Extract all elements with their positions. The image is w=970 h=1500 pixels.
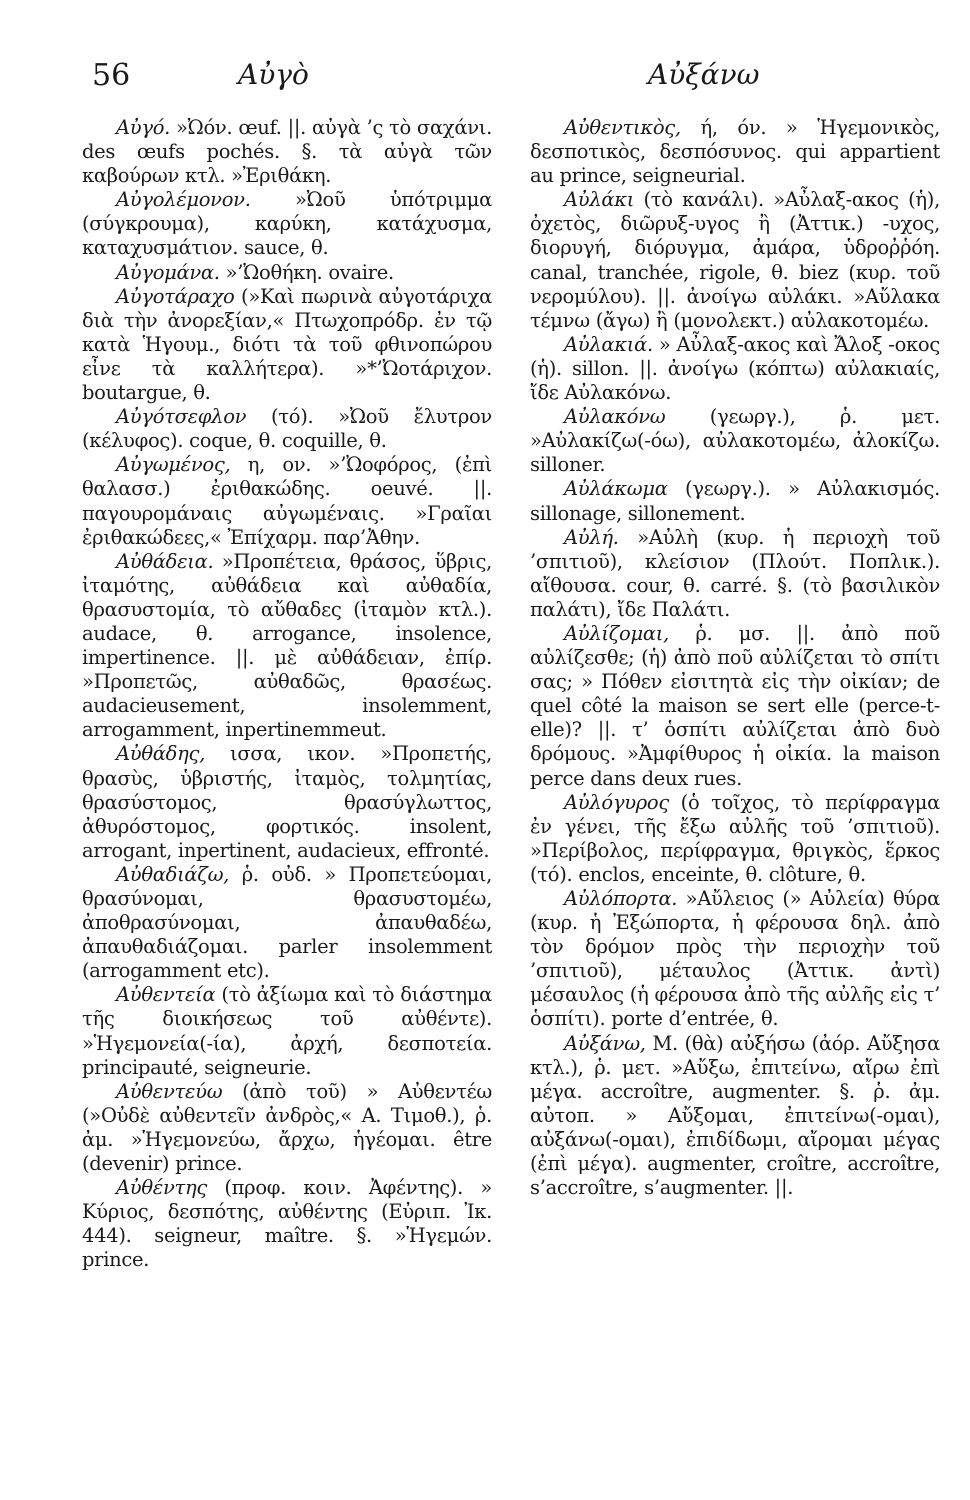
- entry-text: Μ. (θὰ) αὐξήσω (ἀόρ. Αὔξησα κτλ.), ῥ. μετ. »Αὔξω, ἐπιτείνω, αἴρω ἐπὶ μέγα. accroître, augmenter. §. ῥ. ἀμ. αὐτοπ. » Αὔξομαι, ἐπιτείνω(-ομαι), αὐξάνω(-ομαι), ἐπιδίδωμι, αἴρομαι μέγας (ἐπὶ μέγα). augmenter, croître, accroître, s’accroître, s’augmenter. ||.: [530, 1031, 940, 1200]
- dictionary-entry: [82, 188, 492, 260]
- right-running-headword: Αὐξάνω: [648, 58, 760, 91]
- dictionary-entry: [530, 333, 940, 405]
- entry-text: (τὸ κανάλι). »Αὖλαξ-ακος (ἡ), ὀχετὸς, διῶρυξ-υγος ἢ (Ἀττικ.) -υχος, διορυγή, διόρυγμα, ἀμάρα, ὑδροῤῥόη. canal, tranchée, rigole, θ. biez (κυρ. τοῦ νερομύλου). ||. ἀνοίγω αὐλάκι. »Αὔλακα τέμνω (ἄγω) ἢ (μονολεκτ.) αὐλακοτομέω.: [530, 188, 940, 332]
- dictionary-entry: [530, 791, 940, 887]
- page-header: [0, 58, 970, 108]
- dictionary-entry: [82, 983, 492, 1079]
- entry-headword: Αὐγότσεφλον: [116, 405, 247, 429]
- entry-headword: Αὐλή.: [564, 525, 619, 549]
- entry-text: (ὁ τοῖχος, τὸ περίφραγμα ἐν γένει, τῆς ἔξω αὐλῆς τοῦ ’σπιτιοῦ). »Περίβολος, περίφραγμα, θριγκὸς, ἕρκος (τό). enclos, enceinte, θ. clôture, θ.: [530, 790, 940, 886]
- left-column: [82, 116, 492, 1273]
- entry-headword: Αὐλακόνω: [564, 405, 666, 429]
- entry-text: (γεωργ.), ῥ. μετ. »Αὐλακίζω(-όω), αὐλακοτομέω, ἀλοκίζω. silloner.: [530, 405, 940, 477]
- entry-text: ῥ. οὐδ. » Προπετεύομαι, θρασύνομαι, θρασυστομέω, ἀποθρασύνομαι, ἀπαυθαδέω, ἀπαυθαδιάζομαι. parler insolemment (arrogamment etc).: [82, 862, 492, 983]
- entry-text: »Ὠοῦ ὑπότριμμα (σύγκρουμα), καρύκη, κατάχυσμα, καταχυσμάτιον. sauce, θ.: [82, 188, 492, 260]
- dictionary-entry: [82, 742, 492, 862]
- entry-headword: Αὐγωμένος,: [116, 453, 231, 477]
- entry-headword: Αὐθεντεύω: [116, 1079, 223, 1103]
- dictionary-entry: [530, 526, 940, 622]
- entry-headword: Αὐλακιά.: [564, 332, 653, 356]
- entry-text: ή, όν. » Ἡγεμονικὸς, δεσποτικὸς, δεσπόσυνος. qui appartient au prince, seigneurial.: [530, 116, 940, 188]
- dictionary-entry: [530, 405, 940, 477]
- entry-headword: Αὐγομάνα.: [116, 260, 220, 284]
- entry-text: (γεωργ.). » Αὐλακισμός. sillonage, sillonement.: [530, 477, 940, 525]
- dictionary-entry: [530, 116, 940, 188]
- entry-headword: Αὐθάδης,: [116, 742, 205, 766]
- entry-text: »Αὐλὴ (κυρ. ἡ περιοχὴ τοῦ ’σπιτιοῦ), κλείσιον (Πλούτ. Ποπλικ.). αἴθουσα. cour, θ. carré. §. (τὸ βασιλικὸν παλάτι), ἴδε Παλάτι.: [530, 525, 940, 621]
- entry-text: » Αὖλαξ-ακος καὶ Ἄλοξ -οκος (ἡ). sillon. ||. ἀνοίγω (κόπτω) αὐλακιαίς, ἴδε Αὐλακόνω.: [530, 332, 940, 405]
- dictionary-entry: [82, 285, 492, 405]
- dictionary-entry: [82, 1176, 492, 1272]
- dictionary-entry: [530, 477, 940, 525]
- entry-headword: Αὐθεντικὸς,: [564, 116, 681, 139]
- dictionary-entry: [82, 1080, 492, 1176]
- entry-text: η, ον. »’Ὠοφόρος, (ἐπὶ θαλασσ.) ἐριθακώδης. oeuvé. ||. παγουρομάναις αὐγωμέναις. »Γραῖαι ἐριθακώδεες,« Ἐπίχαρμ. παρ’Ἀθην.: [82, 453, 492, 549]
- entry-headword: Αὐθεντεία: [116, 983, 216, 1007]
- entry-headword: Αὐλόγυρος: [564, 790, 669, 814]
- dictionary-entry: [82, 261, 492, 285]
- entry-text: (τὸ ἀξίωμα καὶ τὸ διάστημα τῆς διοικήσεως τοῦ αὐθέντε). »Ἡγεμονεία(-ία), ἀρχή, δεσποτεία. principauté, seigneurie.: [82, 983, 492, 1079]
- entry-headword: Αὐθάδεια.: [116, 549, 214, 573]
- entry-text: ῥ. μσ. ||. ἀπὸ ποῦ αὐλίζεσθε; (ἡ) ἀπὸ ποῦ αὐλίζεται τὸ σπίτι σας; » Πόθεν εἰσιτητὰ εἰς τὴν οἰκίαν; de quel côté la maison se sert elle (perce-t-elle)? ||. τ’ ὁσπίτι αὐλίζεται ἀπὸ δυὸ δρόμους. »Ἀμφίθυρος ἡ οἰκία. la maison perce dans deux rues.: [530, 621, 940, 790]
- entry-text: (προφ. κοιν. Ἀφέντης). » Κύριος, δεσπότης, αὐθέντης (Εὐριπ. Ἰκ. 444). seigneur, maître. §. »Ἡγεμών. prince.: [82, 1176, 492, 1272]
- dictionary-entry: [82, 453, 492, 549]
- dictionary-entry: [530, 622, 940, 791]
- entry-text: ισσα, ικον. »Προπετής, θρασὺς, ὑβριστής, ἰταμὸς, τολμητίας, θρασύστομος, θρασύγλωττος, ἀθυρόστομος, φορτικός. insolent, arrogant, inpertinent, audacieux, effronté.: [82, 742, 492, 862]
- entry-headword: Αὐξάνω,: [564, 1031, 646, 1055]
- entry-headword: Αὐγοτάραχο: [116, 284, 235, 308]
- entry-headword: Αὐλάκωμα: [564, 477, 668, 501]
- entry-headword: Αὐλάκι: [564, 188, 635, 212]
- entry-headword: Αὐλόπορτα.: [564, 887, 678, 910]
- entry-headword: Αὐθαδιάζω,: [116, 862, 230, 886]
- entry-text: »Προπέτεια, θράσος, ὕβρις, ἰταμότης, αὐθάδεια καὶ αὐθαδία, θρασυστομία, τὸ αὔθαδες (ἰταμὸν κτλ.). audace, θ. arrogance, insolence, impertinence. ||. μὲ αὐθάδειαν, ἐπίρ. »Προπετῶς, αὐθαδῶς, θρασέως. audacieusement, insolemment, arrogamment, inpertinemmeut.: [82, 549, 492, 742]
- dictionary-entry: [82, 863, 492, 983]
- dictionary-entry: [82, 405, 492, 453]
- right-column: [530, 116, 940, 1200]
- left-running-headword: Αὐγὸ: [238, 58, 309, 91]
- entry-text: »Αὔλειος (» Αὐλεία) θύρα (κυρ. ἡ Ἐξώπορτα, ἡ φέρουσα δηλ. ἀπὸ τὸν δρόμον πρὸς τὴν περιοχὴν τοῦ ’σπιτιοῦ), μέταυλος (Ἀττικ. ἀντὶ) μέσαυλος (ἡ φέρουσα ἀπὸ τῆς αὐλῆς εἰς τ’ ὁσπίτι). porte d’entrée, θ.: [530, 887, 940, 1031]
- entry-headword: Αὐλίζομαι,: [564, 621, 669, 645]
- page-number: 56: [92, 58, 131, 93]
- entry-headword: Αὐθέντης: [116, 1176, 207, 1200]
- entry-text: (»Καὶ πωρινὰ αὐγοτάριχα διὰ τὴν ἀνορεξίαν,« Πτωχοπρόδρ. ἐν τῷ κατὰ Ἡγουμ., διότι τὰ τοῦ φθινοπώρου εἶνε τὰ καλλήτερα). »*’Ὠοτάριχον. boutargue, θ.: [82, 284, 492, 405]
- entry-text: »Ὠόν. œuf. ||. αὐγὰ ’ς τὸ σαχάνι. des œufs pochés. §. τὰ αὐγὰ τῶν καβούρων κτλ. »Ἐριθάκη.: [82, 116, 492, 188]
- entry-text: (ἀπὸ τοῦ) » Αὐθεντέω (»Οὐδὲ αὐθεντεῖν ἀνδρὸς,« Α. Τιμοθ.), ῥ. ἀμ. »Ἡγεμονεύω, ἄρχω, ἡγέομαι. être (devenir) prince.: [82, 1079, 492, 1176]
- entry-text: »’Ὠοθήκη. ovaire.: [219, 260, 394, 284]
- dictionary-entry: [82, 550, 492, 743]
- dictionary-entry: [530, 1032, 940, 1201]
- dictionary-entry: [530, 188, 940, 333]
- entry-headword: Αὐγό.: [116, 116, 171, 139]
- dictionary-entry: [82, 116, 492, 188]
- entry-text: (τό). »Ὠοῦ ἔλυτρον (κέλυφος). coque, θ. coquille, θ.: [82, 405, 492, 453]
- dictionary-entry: [530, 887, 940, 1032]
- entry-headword: Αὐγολέμονον.: [116, 188, 251, 212]
